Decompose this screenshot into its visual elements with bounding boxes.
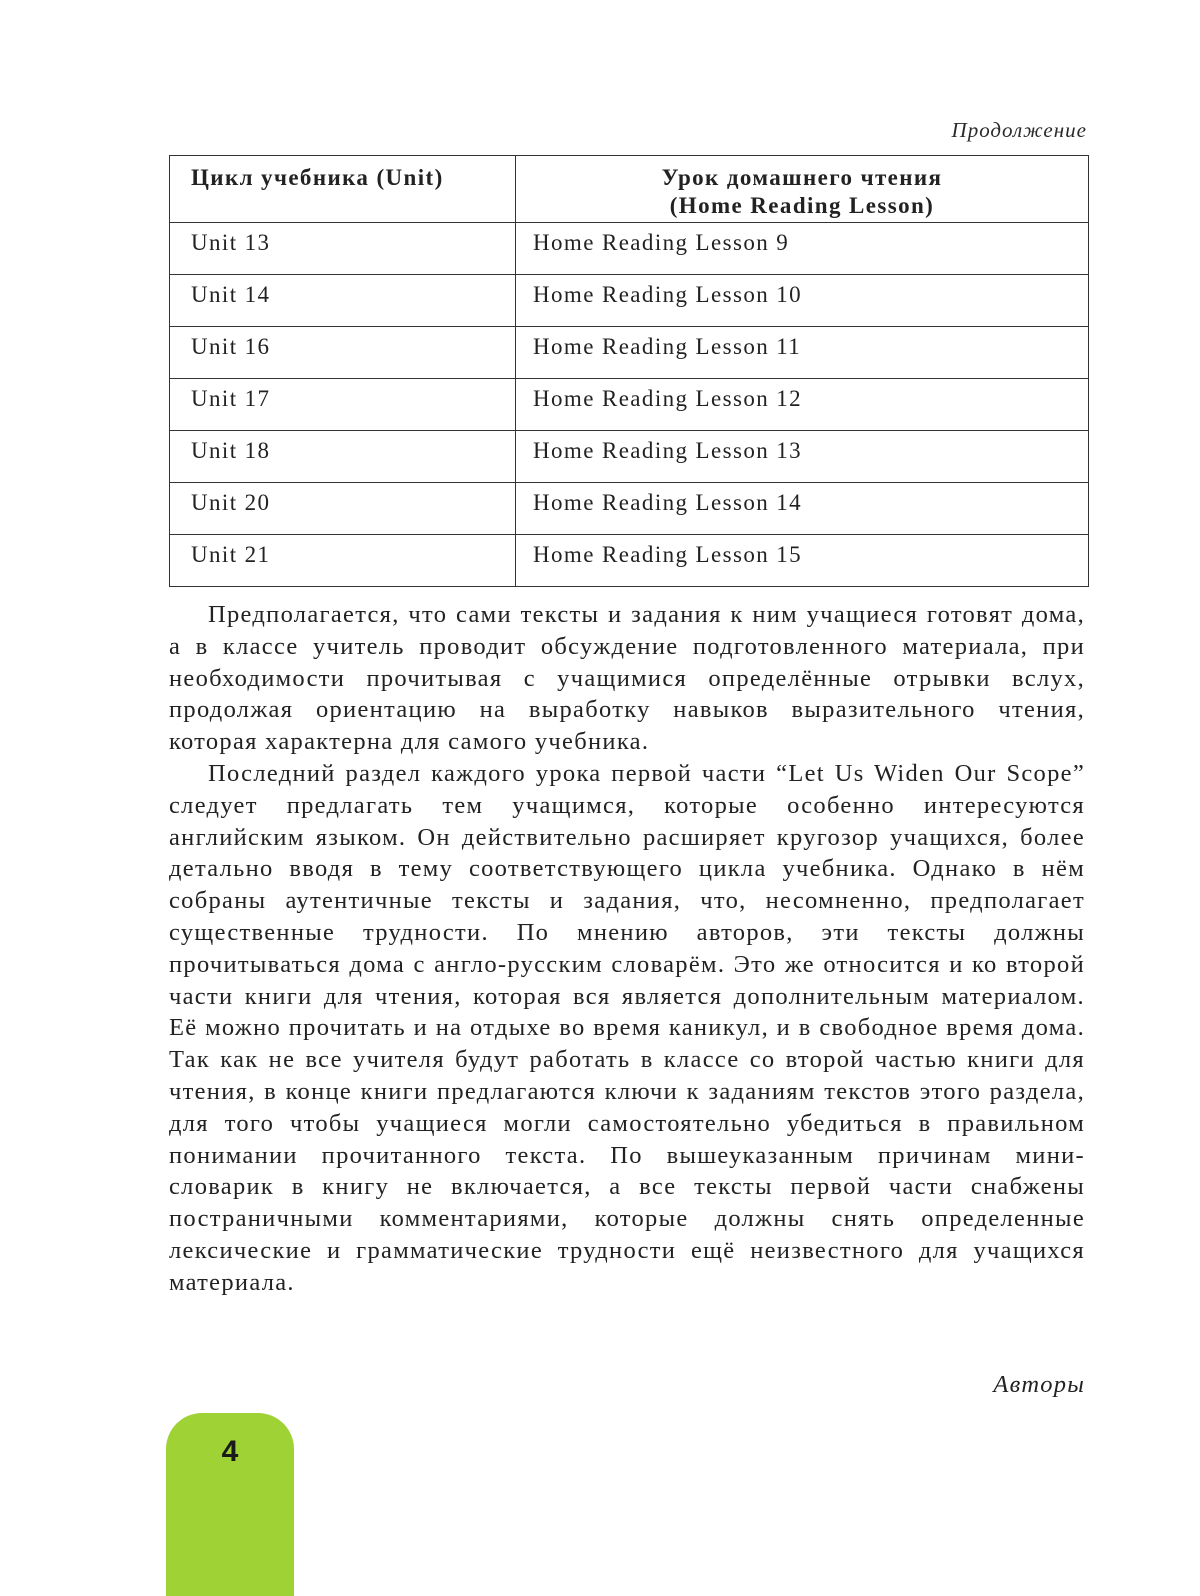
unit-cell: Unit 20 <box>170 483 516 535</box>
table-row <box>170 379 1089 431</box>
lesson-cell: Home Reading Lesson 10 <box>516 275 1089 327</box>
lesson-cell: Home Reading Lesson 14 <box>516 483 1089 535</box>
lesson-cell: Home Reading Lesson 9 <box>516 223 1089 275</box>
table-header-row <box>170 156 1089 223</box>
unit-cell: Unit 13 <box>170 223 516 275</box>
home-reading-table <box>169 155 1089 587</box>
table-row <box>170 431 1089 483</box>
paragraph-home-reading: Предполагается, что сами тексты и задания к ним учащиеся готовят дома, а в классе учитель проводит обсуждение подготовленного материала, при необходимости прочитывая с учащимися определённые отрывки вслух, продолжая ориентацию на выработку навыков выразительного чтения, которая характерна для самого учебника. <box>169 601 1085 756</box>
page-number-tab <box>166 1413 294 1596</box>
body-text <box>169 599 1085 1299</box>
paragraph-widen-scope: Последний раздел каждого урока первой части “Let Us Widen Our Scope” следует предлагать тем учащимся, которые особенно интересуются английским языком. Он действительно расширяет кругозор учащихся, более детально вводя в тему соответствующего цикла учебника. Однако в нём собраны аутентичные тексты и задания, что, несомненно, предполагает существенные трудности. По мнению авторов, эти тексты должны прочитываться дома с англо-русским словарём. Это же относится и ко второй части книги для чтения, которая вся является дополнительным материалом. Её можно прочитать и на отдыхе во время каникул, и в свободное время дома. Так как не все учителя будут работать в классе со второй частью книги для чтения, в конце книги предлагаются ключи к заданиям текстов этого раздела, для того чтобы учащиеся могли самостоятельно убедиться в правильном понимании прочитанного текста. По вышеуказанным причинам мини-словарик в книгу не включается, а все тексты первой части снабжены постраничными комментариями, которые должны снять определенные лексические и грамматические трудности ещё неизвестного для учащихся материала. <box>169 759 1085 1296</box>
header-home-reading-ru: Урок домашнего чтения <box>661 165 943 190</box>
lesson-cell: Home Reading Lesson 13 <box>516 431 1089 483</box>
table-row <box>170 223 1089 275</box>
unit-cell: Unit 17 <box>170 379 516 431</box>
authors-signature: Авторы <box>993 1371 1085 1398</box>
unit-cell: Unit 16 <box>170 327 516 379</box>
unit-cell: Unit 21 <box>170 535 516 587</box>
table-row <box>170 535 1089 587</box>
header-home-reading <box>516 156 1089 223</box>
lesson-cell: Home Reading Lesson 12 <box>516 379 1089 431</box>
table-row <box>170 327 1089 379</box>
unit-cell: Unit 18 <box>170 431 516 483</box>
page-number: 4 <box>221 1435 239 1468</box>
table-row <box>170 275 1089 327</box>
lesson-cell: Home Reading Lesson 11 <box>516 327 1089 379</box>
header-unit-cycle: Цикл учебника (Unit) <box>170 156 516 223</box>
header-home-reading-en: (Home Reading Lesson) <box>669 193 935 218</box>
table-row <box>170 483 1089 535</box>
lesson-cell: Home Reading Lesson 15 <box>516 535 1089 587</box>
unit-cell: Unit 14 <box>170 275 516 327</box>
continuation-label: Продолжение <box>951 118 1087 142</box>
